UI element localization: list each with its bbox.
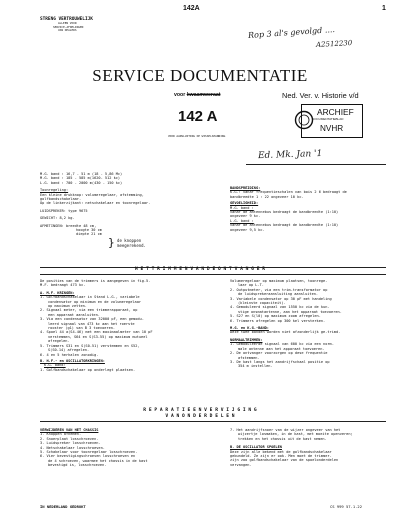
normal-step: 2. De ontvanger voorzorgen op dese frequentie (230, 351, 328, 356)
right-step: (kleinste capaciteit). (238, 301, 286, 306)
footer-doc-code: CS 999 57.1.22 (330, 504, 363, 509)
repair-step: trekken en het chassis uit de kast nemen. (238, 436, 327, 441)
af-step: afregelen. (48, 339, 70, 344)
af-step: 4. Spoel 44 a(S4-46) met een maximaalmeter van 10 pF (40, 330, 153, 335)
afmetingen-note-line: meegerekend. (117, 243, 146, 248)
right-step: 6. Trimmers afregelen op 300 kel versterken. (230, 318, 326, 323)
repair-step: 7. Het aandrijfsnoer van de wijzer ongeveer van het (230, 428, 341, 432)
spec-line: Op de linkerzijkant: netschakelaar en toonregelaar. (40, 201, 151, 206)
spec-line: M.G. band : (230, 205, 254, 210)
spec-heading: BANDSPREIDING: (230, 186, 261, 190)
signature-line (246, 164, 386, 165)
spec-line: hoogte 30 cm (76, 228, 102, 233)
repair-text: vervangen. (230, 462, 252, 467)
spec-line: M.G. band : 185 - 585 m(1620- 512 kc) (40, 176, 121, 181)
repair-text: zijn zoo golfbandschakelaar van de spoelonderdelen (230, 458, 339, 463)
company-line-2: ALLEEN VOOR (58, 21, 77, 26)
repair-step: wijzertje losmaken, in de kast, met moeite openveren; (238, 432, 353, 437)
section-tuning-title: H E T T R I M M E N V A N D E O N T V A N G E R (135, 267, 265, 272)
af-step: leerd signaal van 473 kc aan het roerste (48, 321, 135, 326)
stamp-seal-icon (294, 110, 314, 130)
repair-step: 1. Knoppen afnemen. (40, 432, 82, 437)
stamp-subtitle: DOCUMENTATIEBLAD (312, 117, 344, 121)
afmetingen-note (108, 238, 146, 248)
right-step: 5. S27 en S(l0) op maximum zoom afregelen. (230, 314, 321, 319)
repair-step: 6. Vier bevestigingschroeven losschroeven en (40, 454, 136, 459)
spec-line: K.G.: vanaf frequentieschalen van bois 2 6 bedraagt de (230, 190, 347, 195)
title-subline: VOOR AANSLUITING OP WISSELSPANNING (168, 134, 226, 138)
af-step: 5. Trimmers S31 en S(S0-51) verstemmen en S52, (40, 343, 140, 348)
right-step: laar op L.T. (238, 283, 264, 288)
af-step: verstemmen, S64 en S(S3-55) op maximum mutueel (48, 334, 148, 339)
section-rule-bottom (40, 274, 386, 275)
section-repair-title: R E P A R A T I E E N V E R V I J G I N G (143, 408, 257, 413)
osc-step: 1. Golfbandschakelaar op onderlegt plaatsen. (40, 367, 136, 372)
repair-text: gebundeld. Ze zijn er ook. Men moet de trimmer- (230, 454, 332, 459)
osc-heading: B. H.F.- en OSCILLATORKRINGEN: (40, 358, 105, 363)
spec-line: golfbandschakelaar. (40, 197, 82, 202)
title-voor-struck: kwaamweraat (186, 92, 221, 98)
intro-line: M.F. bedraagt 473 kc. (40, 283, 86, 288)
page-number: 1 (382, 5, 386, 12)
repair-right-heading: B. DE OSCILLATOR SPOELEN (230, 445, 282, 450)
right-step: Volumeregelaar op maximum plaatsen, toonrege- (230, 279, 328, 283)
company-block (40, 18, 93, 33)
company-line-3: SERVICE-AFDELINGEN (53, 24, 84, 29)
title-voor: voor (174, 92, 186, 98)
header-model-code: 142A (183, 5, 200, 12)
stamp-title: ARCHIEF (317, 107, 354, 117)
normal-step: male antenne aan het apparaat toevoeren. (238, 346, 325, 351)
spec-line: Vanaf de antennebus bedraagt de bandbreedte (1:10) (230, 210, 339, 215)
af-step: 3. Via een condensator van 32000 pF, een gemodu- (40, 317, 144, 322)
af-step: condensator op minimum en de volumeregelaar (48, 299, 142, 304)
archive-stamp (301, 104, 363, 138)
spec-line: bandbreedte 1 : 22 ongeveer 10 kc. (230, 194, 304, 199)
repair-step: bevestigd is, losschroeven. (48, 463, 107, 468)
spec-heading: Toonregeling: (40, 188, 69, 193)
footer-print-note: IN NEDERLAND GEDRUKT (40, 504, 86, 509)
af-step: rooster (g1) van B 3 toevoeren. (48, 326, 116, 331)
spec-line: diepte 21 cm (76, 232, 102, 237)
page-title: SERVICE DOCUMENTATIE (92, 66, 308, 85)
af-heading: A. M.F. KRINGEN: (40, 290, 75, 295)
tuning-intro (40, 279, 153, 372)
normal-heading: NORMAALTRIMMEN: (230, 337, 263, 342)
right-step: stige onsmatantenne, aan het apparaat toevoeren. (238, 309, 342, 314)
af-step: 1. Golfbandschakelaar in Stand L.G., variabele (40, 295, 140, 300)
repair-step: de 4 schroeven, waarmee het chassis in de kast (48, 458, 148, 463)
spec-line: L.G. band : 700 - 2000 m(430 - 150 kc) (40, 180, 123, 185)
repair-step: 5. Schakelaar voor toonregelaar losschroeven. (40, 450, 138, 455)
repair-step: 3. Luidspreker losschroeven. (40, 441, 101, 446)
spec-line: GEWICHT: 8,2 kg. (40, 216, 75, 221)
right-step: de luidsprekeraansluiting aansluiten. (238, 292, 319, 297)
normal-step: 354 m instellen. (238, 364, 273, 369)
repair-left-heading: VERWIJDEREN VAN HET CHASSIS (40, 428, 99, 432)
right-step: 2. Outputmeter, via een trim-transformator op (230, 287, 328, 292)
handwritten-note: Rop 3 al's gevolgd .... (247, 24, 336, 41)
repair-step: 4. Netschakelaar losschroeven. (40, 445, 105, 450)
handwritten-signature: Ed. Mk. Jan '1 (257, 148, 323, 162)
af-step: 2. Signaal meter, via een trimmerapparaat, op (40, 308, 138, 313)
af-step: een apparaat aansluiten. (48, 312, 100, 317)
spec-line: L.G. band : (230, 218, 254, 223)
stamp-brand: NVHR (320, 124, 344, 133)
spec-line: Vanaf de antennebus bedraagt de bandbreedte (1:10) (230, 223, 339, 228)
normal-step: 1. Gemoduleerde signaal van 600 kc via een norm- (230, 342, 334, 347)
specs-right (230, 186, 347, 232)
mg-text: Deze twee banden worden niet afzonderlijk ge-trimd. (230, 330, 341, 335)
right-step: 4. Gemoduleerd signaal van 1550 kc via de kun- (230, 305, 330, 310)
model-number: 142 A (178, 108, 218, 125)
spec-line: Een kleine drukknop: volumeregelaar, afstemming, (40, 192, 144, 197)
specs-left (40, 172, 150, 237)
mg-heading: M.G. en K.G.-BAND: (230, 326, 269, 331)
section-repair-subtitle: V A N O N D E R D E L E N (165, 414, 235, 419)
osc-subheading: K.G. band: (44, 363, 66, 368)
spec-heading: GEVOELIGHEID: (230, 201, 259, 206)
company-line-1: STRENG VERTROUWELIJK (40, 17, 93, 22)
spec-line: LUIDSPREKER: type 9675 (40, 208, 88, 213)
spec-line: M.G. band : 16,7 - 51 m (18 - 5,86 Mc) (40, 172, 123, 176)
normal-step: afstemmen. (238, 355, 260, 360)
afmetingen-note-text (117, 238, 146, 248)
stamp-society-name: Ned. Ver. v. Historie v/d (282, 91, 359, 100)
brace-glyph: } (108, 236, 115, 249)
section-rule (40, 421, 386, 422)
af-step: S(S0-14) afregelen. (48, 348, 90, 353)
af-step: 6. 4 en 5 herhalen zonodig. (40, 352, 99, 357)
afmetingen-note-line: de knoppen (117, 238, 142, 243)
af-step: op maximum zetten. (48, 304, 87, 309)
repair-step: 2. Snoerplaat losschroeven. (40, 436, 99, 441)
intro-line: De posities van de trimmers is aangegeven in fig.5. (40, 279, 151, 283)
title-voor-line (174, 92, 220, 98)
repair-left (40, 428, 148, 468)
tuning-right (230, 279, 342, 369)
spec-line: ongeveer 9 kc. (230, 214, 261, 219)
handwritten-number: A2512230 (315, 39, 353, 49)
repair-text: Deze zijn alle bekend met de golfbandschakelaar (230, 449, 332, 454)
spec-line: ongeveer 9,5 kc. (230, 227, 265, 232)
repair-right (230, 428, 353, 467)
company-line-4: VAN DEALERS (58, 28, 77, 33)
spec-line: AFMETINGEN: breedte 48 cm, (40, 223, 97, 228)
right-step: 3. Variabele condensator op 30 pF met handeling (230, 296, 332, 301)
normal-step: 3. De kast langs het aandrijfschaal positie op (230, 359, 330, 364)
